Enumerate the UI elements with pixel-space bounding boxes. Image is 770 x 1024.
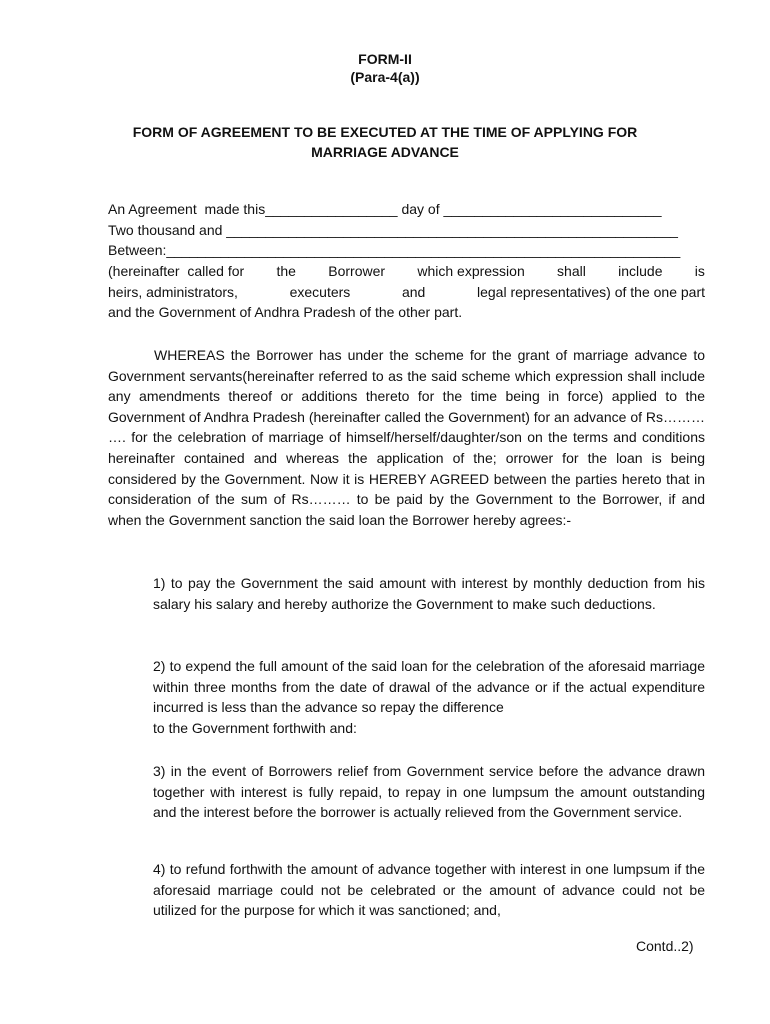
heirs-word: executers — [289, 284, 351, 300]
hereinafter-word: the — [276, 263, 296, 279]
form-number: FORM-II — [358, 51, 412, 67]
heirs-line — [108, 282, 705, 303]
clause-2-continuation: to the Government forthwith and: — [153, 720, 357, 736]
continued-marker: Contd..2) — [636, 938, 694, 954]
agreement-between-line: Between:__________________________________________________________________ — [108, 242, 681, 258]
hereinafter-word: is — [694, 263, 705, 279]
form-paragraph-ref: (Para-4(a)) — [350, 69, 420, 85]
form-title-line-1: FORM OF AGREEMENT TO BE EXECUTED AT THE TIME OF APPLYING FOR — [132, 124, 638, 140]
heirs-word: heirs, administrators, — [108, 284, 238, 300]
hereinafter-word: Borrower — [328, 263, 386, 279]
hereinafter-line — [108, 261, 705, 282]
clause-3: 3) in the event of Borrowers relief from Government service before the advance drawn together with interest is fully repaid, to repay in one lumpsum the amount outstanding and the interest before the borrower is actually relieved from the Government service. — [153, 763, 705, 821]
whereas-paragraph: WHEREAS the Borrower has under the scheme for the grant of marriage advance to Government servants(hereinafter referred to as the said scheme which expression shall include any amendments thereof or additions thereto for the time being in force) applied to the Government of Andhra Pradesh (hereinafter called the Government) for an advance of Rs……… …. for the celebration of marriage of himself/herself/daughter/son on the terms and conditions hereinafter contained and whereas the application of the; orrower for the loan is being considered by the Government. Now it is HEREBY AGREED between the parties hereto that in consideration of the sum of Rs……… to be paid by the Government to the Borrower, if and when the Government sanction the said loan the Borrower hereby agrees:- — [108, 347, 705, 528]
clause-4: 4) to refund forthwith the amount of advance together with interest in one lumpsum if the aforesaid marriage could not be celebrated or the amount of advance could not be utilized for the purpose for which it was sanctioned; and, — [153, 861, 705, 919]
hereinafter-word: include — [618, 263, 663, 279]
hereinafter-word: (hereinafter called for — [108, 263, 245, 279]
clause-1: 1) to pay the Government the said amount with interest by monthly deduction from his salary his salary and hereby authorize the Government to make such deductions. — [153, 575, 705, 612]
hereinafter-word: which expression — [417, 263, 525, 279]
agreement-year-line: Two thousand and __________________________________________________________ — [108, 222, 678, 238]
clause-2: 2) to expend the full amount of the said loan for the celebration of the aforesaid marriage within three months from the date of drawal of the advance or if the actual expenditure incurred is less than the advance so repay the difference — [153, 658, 705, 716]
heirs-word: and — [401, 284, 426, 300]
government-party-line: and the Government of Andhra Pradesh of the other part. — [108, 304, 463, 320]
hereinafter-word: shall — [557, 263, 586, 279]
heirs-word: legal representatives) of the one part — [476, 284, 705, 300]
form-title-line-2: MARRIAGE ADVANCE — [311, 144, 459, 160]
agreement-date-line: An Agreement made this_________________ day of ____________________________ — [108, 201, 662, 217]
